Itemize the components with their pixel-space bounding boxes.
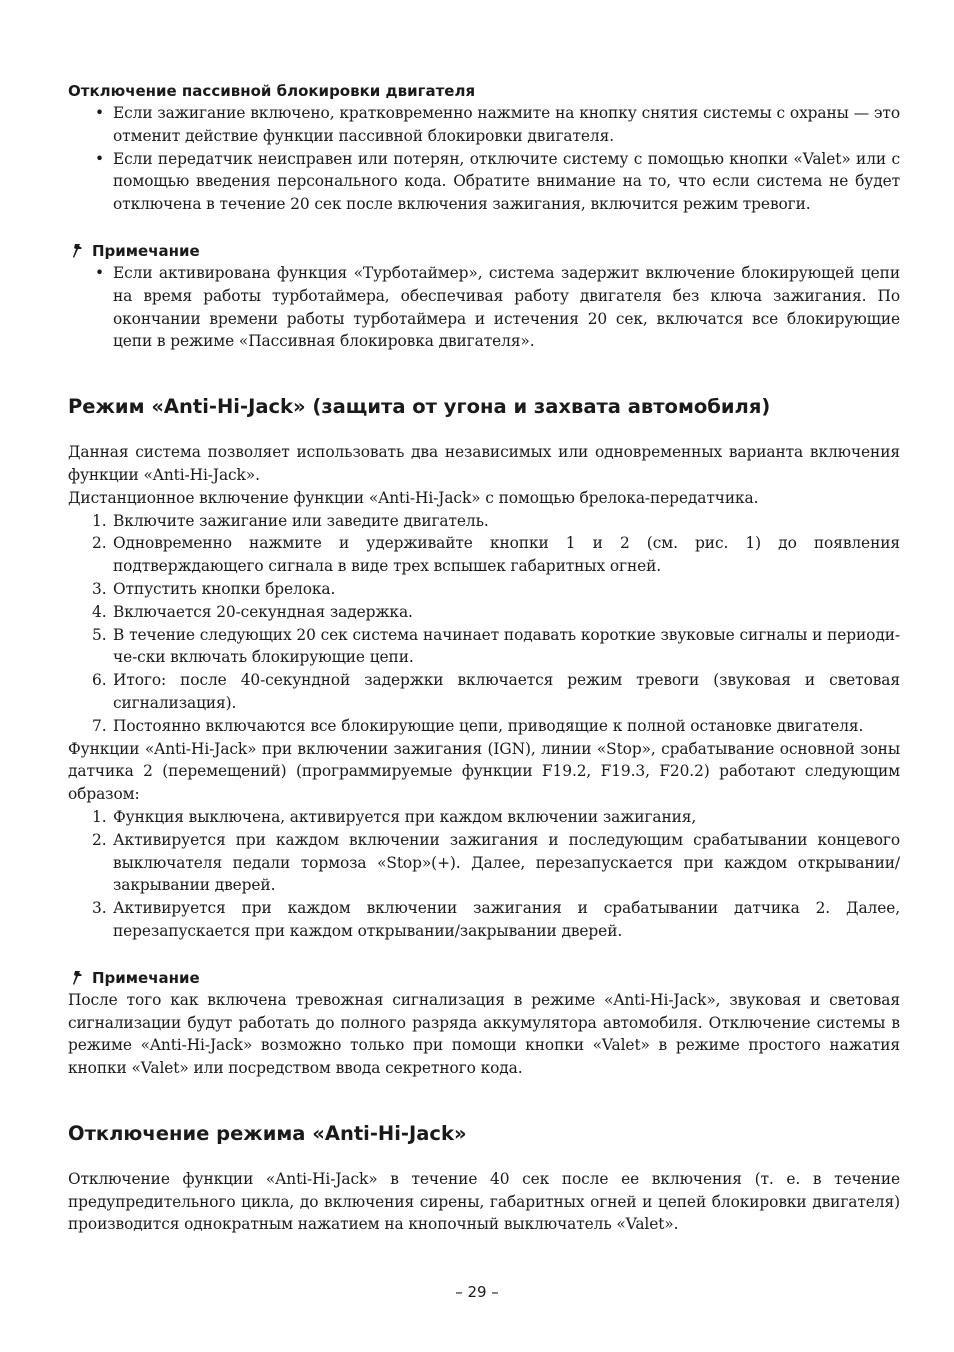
list-text: Отпустить кнопки брелока.: [113, 579, 336, 598]
list-item: [68, 715, 900, 738]
list-item: [68, 601, 900, 624]
list-number: 3.: [92, 899, 107, 918]
list-item: [68, 532, 900, 578]
page-number: – 29 –: [455, 1283, 499, 1301]
list-item: • Если активирована функция «Турботаймер», система задержит включение блокирующей цепи на время работы турботаймера, обеспечивая работу двигателя без ключа зажигания. По окончании времени работы турботаймера и истечения 20 сек, включатся все блокирующие цепи в режиме «Пассивная блокировка двигателя».: [68, 262, 900, 353]
list-item: [68, 624, 900, 670]
section-heading-anti-hi-jack: Режим «Anti-Hi-Jack» (защита от угона и захвата автомобиля): [68, 395, 771, 419]
list-number: 2.: [92, 534, 107, 553]
paragraph: Дистанционное включение функции «Anti-Hi-Jack» с помощью брелока-передатчика.: [68, 488, 759, 507]
paragraph: Данная система позволяет использовать два независимых или одновременных варианта включения функции «Anti-Hi-Jack».: [68, 443, 900, 484]
list-text: В течение следующих 20 сек система начинает подавать короткие звуковые сигналы и периоди-че-ски включать блокирующие цепи.: [113, 625, 900, 667]
list-item: [68, 578, 900, 601]
pin-icon: [72, 970, 86, 986]
note-heading: [68, 240, 900, 262]
paragraph: Отключение функции «Anti-Hi-Jack» в течение 40 сек после ее включения (т. е. в течение предупредительного цикла, до включения сирены, габаритных огней и цепей блокировки двигателя) производится однократным нажатием на кнопочный выключатель «Valet».: [68, 1169, 900, 1234]
list-text: Активируется при каждом включении зажигания и последующим срабатывании концевого выключателя педали тормоза «Stop»(+). Далее, перезапускается при каждом открывании/закрывании дверей.: [113, 830, 900, 895]
note-label: Примечание: [92, 968, 200, 987]
list-number: 1.: [92, 807, 107, 826]
list-item: • Если передатчик неисправен или потерян, отключите систему с помощью кнопки «Valet» или с помощью введения персонального кода. Обратите внимание на то, что если система не будет отключена в течение 20 сек после включения зажигания, включится режим тревоги.: [68, 148, 900, 216]
list-number: 6.: [92, 671, 107, 690]
paragraph: Функции «Anti-Hi-Jack» при включении зажигания (IGN), линии «Stop», срабатывание основной зоны датчика 2 (перемещений) (программируемые функции F19.2, F19.3, F20.2) работают следующим образом:: [68, 739, 900, 804]
list-number: 2.: [92, 830, 107, 849]
steps-list: [68, 510, 900, 738]
list-text: Включите зажигание или заведите двигатель.: [113, 511, 489, 530]
list-text: Активируется при каждом включении зажигания и срабатывании датчика 2. Далее, перезапускается при каждом открывании/закрывании дверей.: [113, 899, 900, 940]
document-page: [68, 80, 900, 1236]
list-item: • Если зажигание включено, кратковременно нажмите на кнопку снятия системы с охраны — это отменит действие функции пассивной блокировки двигателя.: [68, 102, 900, 148]
pin-icon: [72, 243, 86, 259]
list-text: Постоянно включаются все блокирующие цепи, приводящие к полной остановке двигателя.: [113, 716, 864, 735]
list-item: [68, 806, 900, 829]
list-number: 3.: [92, 579, 107, 598]
list-text: Одновременно нажмите и удерживайте кнопки 1 и 2 (см. рис. 1) до появления подтверждающего сигнала в виде трех вспышек габаритных огней.: [113, 534, 900, 576]
bullet-list-passive-lock: [68, 102, 900, 216]
section-body-anti-hi-jack: [68, 441, 900, 943]
section-heading-disable-anti-hi-jack: Отключение режима «Anti-Hi-Jack»: [68, 1121, 467, 1145]
list-text: Включается 20-секундная задержка.: [113, 602, 413, 621]
list-number: 7.: [92, 716, 107, 735]
list-number: 4.: [92, 602, 107, 621]
note-heading: [68, 967, 900, 989]
note-paragraph: После того как включена тревожная сигнализация в режиме «Anti-Hi-Jack», звуковая и световая сигнализации будут работать до полного разряда аккумулятора автомобиля. Отключение системы в режиме «Anti-Hi-Jack» возможно только при помощи кнопки «Valet» в режиме простого нажатия кнопки «Valet» или посредством ввода секретного кода.: [68, 990, 900, 1078]
list-text: Итого: после 40-секундной задержки включается режим тревоги (звуковая и световая сигнализация).: [113, 671, 900, 712]
list-item: [68, 829, 900, 897]
list-text: Функция выключена, активируется при каждом включении зажигания,: [113, 807, 697, 826]
modes-list: [68, 806, 900, 943]
note-label: Примечание: [92, 241, 200, 260]
list-item: [68, 897, 900, 943]
list-item: [68, 510, 900, 533]
list-number: 5.: [92, 625, 107, 644]
list-number: 1.: [92, 511, 107, 530]
bullet-list-note: [68, 262, 900, 353]
section-heading-passive-lock: Отключение пассивной блокировки двигателя: [68, 82, 476, 100]
list-item: [68, 669, 900, 715]
